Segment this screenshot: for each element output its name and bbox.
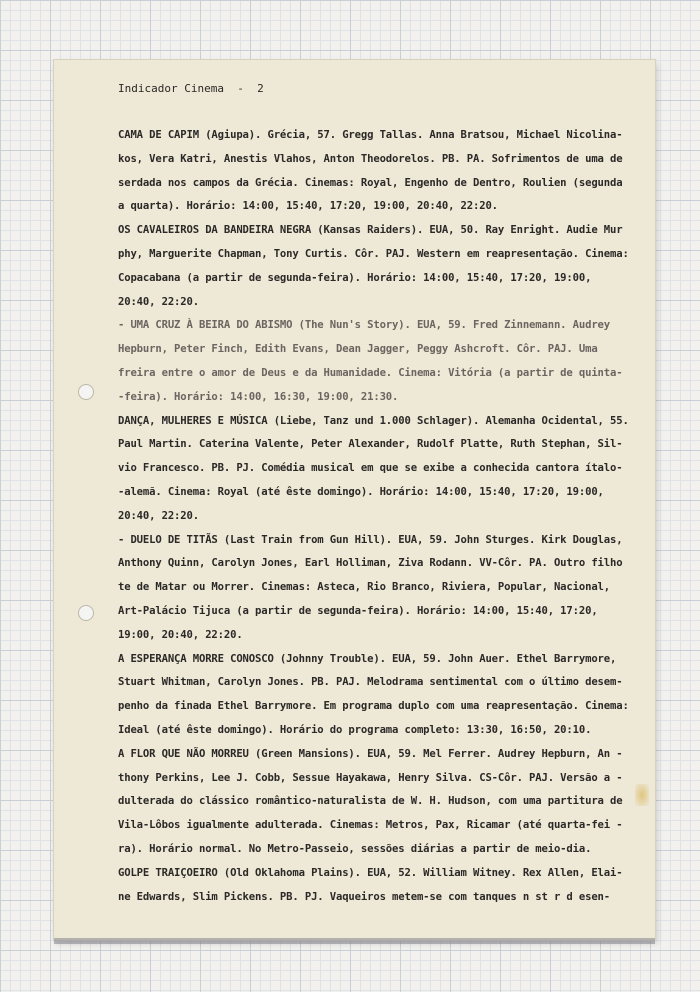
text-line: phy, Marguerite Chapman, Tony Curtis. Côr. PAJ. Western em reapresentação. Cinema: xyxy=(118,247,629,260)
text-line: Copacabana (a partir de segunda-feira). Horário: 14:00, 15:40, 17:20, 19:00, xyxy=(118,271,592,284)
text-line: 19:00, 20:40, 22:20. xyxy=(118,628,243,641)
page-header: Indicador Cinema - 2 xyxy=(118,82,264,95)
text-line: CAMA DE CAPIM (Agiupa). Grécia, 57. Gregg Tallas. Anna Bratsou, Michael Nicolina- xyxy=(118,129,623,141)
text-line: dulterada do clássico romântico-naturalista de W. H. Hudson, com uma partitura de xyxy=(118,795,623,808)
text-line: Hepburn, Peter Finch, Edith Evans, Dean Jagger, Peggy Ashcroft. Côr. PAJ. Uma xyxy=(118,343,598,356)
text-line: kos, Vera Katri, Anestis Vlahos, Anton Theodorelos. PB. PA. Sofrimentos de uma de xyxy=(118,152,623,165)
text-line: freira entre o amor de Deus e da Humanidade. Cinema: Vitória (a partir de quinta- xyxy=(118,366,623,379)
text-line: 20:40, 22:20. xyxy=(118,509,199,522)
text-line: Art-Palácio Tijuca (a partir de segunda-feira). Horário: 14:00, 15:40, 17:20, xyxy=(118,604,598,617)
punch-hole-bottom xyxy=(78,605,94,621)
text-line: OS CAVALEIROS DA BANDEIRA NEGRA (Kansas Raiders). EUA, 50. Ray Enright. Audie Mur xyxy=(118,224,623,237)
punch-hole-top xyxy=(78,384,94,400)
text-line: serdada nos campos da Grécia. Cinemas: Royal, Engenho de Dentro, Roulien (segunda xyxy=(118,176,623,189)
text-line: a quarta). Horário: 14:00, 15:40, 17:20, 19:00, 20:40, 22:20. xyxy=(118,200,498,213)
text-line: A ESPERANÇA MORRE CONOSCO (Johnny Trouble). EUA, 59. John Auer. Ethel Barrymore, xyxy=(118,652,617,665)
text-line: -feira). Horário: 14:00, 16:30, 19:00, 21:30. xyxy=(118,390,399,403)
text-line: Vila-Lôbos igualmente adulterada. Cinemas: Metros, Pax, Ricamar (até quarta-fei - xyxy=(118,819,623,832)
document-page xyxy=(54,60,655,940)
listing-text xyxy=(118,124,630,909)
text-line: penho da finada Ethel Barrymore. Em programa duplo com uma reapresentação. Cinema: xyxy=(118,700,629,713)
text-line: GOLPE TRAIÇOEIRO (Old Oklahoma Plains). EUA, 52. William Witney. Rex Allen, Elai- xyxy=(118,866,623,879)
text-line: 20:40, 22:20. xyxy=(118,295,199,308)
text-line: -alemã. Cinema: Royal (até êste domingo). Horário: 14:00, 15:40, 17:20, 19:00, xyxy=(118,485,604,498)
paper-stain xyxy=(635,784,649,806)
text-line: ne Edwards, Slim Pickens. PB. PJ. Vaqueiros metem-se com tanques n st r d esen- xyxy=(118,890,611,903)
text-line: A FLOR QUE NÃO MORREU (Green Mansions). EUA, 59. Mel Ferrer. Audrey Hepburn, An - xyxy=(118,747,623,760)
text-line: Anthony Quinn, Carolyn Jones, Earl Holliman, Ziva Rodann. VV-Côr. PA. Outro filho xyxy=(118,557,623,570)
text-line: - DUELO DE TITÃS (Last Train from Gun Hill). EUA, 59. John Sturges. Kirk Douglas, xyxy=(118,533,623,546)
text-line: ra). Horário normal. No Metro-Passeio, sessões diárias a partir de meio-dia. xyxy=(118,842,592,855)
text-line: - UMA CRUZ À BEIRA DO ABISMO (The Nun's Story). EUA, 59. Fred Zinnemann. Audrey xyxy=(118,319,611,332)
text-line: Ideal (até êste domingo). Horário do programa completo: 13:30, 16:50, 20:10. xyxy=(118,723,592,736)
text-line: thony Perkins, Lee J. Cobb, Sessue Hayakawa, Henry Silva. CS-Côr. PAJ. Versão a - xyxy=(118,771,623,784)
text-line: DANÇA, MULHERES E MÚSICA (Liebe, Tanz und 1.000 Schlager). Alemanha Ocidental, 55. xyxy=(118,414,629,427)
text-line: Stuart Whitman, Carolyn Jones. PB. PAJ. Melodrama sentimental com o último desem- xyxy=(118,676,623,689)
text-line: vio Francesco. PB. PJ. Comédia musical em que se exibe a conhecida cantora ítalo- xyxy=(118,462,623,475)
text-line: Paul Martin. Caterina Valente, Peter Alexander, Rudolf Platte, Ruth Stephan, Sil- xyxy=(118,438,623,451)
text-line: te de Matar ou Morrer. Cinemas: Asteca, Rio Branco, Riviera, Popular, Nacional, xyxy=(118,581,611,594)
